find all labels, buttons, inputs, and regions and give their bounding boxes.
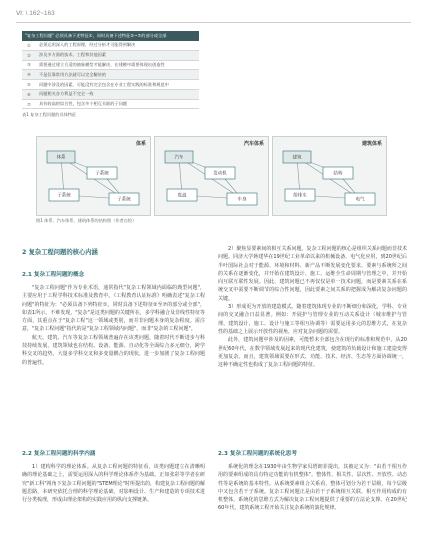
- paragraph: 航天、建筑、汽车等复杂工程领域普遍存在该类问题，随着时代不断进步与科技持续发展，建筑领域也在结构、设备、能源、自动化等全面综合多元细分，跨学科交叉的趋势。大量多学科交叉和多变量耦合的现状，进一步加剧了复杂工程问题的普遍性。: [22, 334, 205, 366]
- panel-diagram-system: [37, 137, 150, 215]
- diagram-node: [47, 151, 75, 163]
- node-label: 子系统: [57, 193, 71, 199]
- diagram-node: [49, 189, 79, 201]
- left-column-body-2: [22, 463, 205, 551]
- table-header: "复杂工程问题" 必须具备下述特征①，同时具备下述特征②~⑦的部分或全部: [22, 31, 199, 41]
- row-text: 不是仅靠常用方法就可以完全解决的: [36, 70, 199, 80]
- row-text: 问题中涉及的因素，可能没有完全包含在专业工程实践的标准和规范中: [36, 80, 199, 90]
- node-label: 汽车: [174, 155, 184, 161]
- row-text: 问题相关各方利益不完全一致: [36, 89, 199, 99]
- diagram-node: [167, 189, 197, 201]
- right-column-body-2: [218, 463, 407, 551]
- diagram-node: [165, 151, 193, 163]
- row-number: ④: [22, 70, 36, 80]
- header-rule: [16, 22, 411, 23]
- diagram-node: [205, 167, 235, 179]
- node-label: 电气: [355, 197, 365, 203]
- table-body: [22, 41, 199, 109]
- diagram-node: [345, 193, 375, 205]
- row-text: 涉及多方面的技术、工程和其他因素: [36, 50, 199, 60]
- diagram-node: [323, 167, 353, 179]
- table-row: [22, 99, 199, 109]
- table-row: [22, 41, 199, 50]
- panel-diagram-car: [155, 137, 268, 215]
- paragraph: "复杂工程问题"作为专业术语，通常指代"复杂工程领域内面临的典型问题"，主要应用于工程学科技术标准及教育中。《工程教育认证标准》明确表述"复杂工程问题"的特征为："必须具备下列特征①，同时具备下述特征②至⑦的部分或全部"，如表1所示。不难发现，"复杂"是这类问题的关键所在，多学科融合及非线性特征等方面，其重点在于"复杂工程"这一领域或类别，而并非问题本身的复杂程度。需注意，"复杂工程问题"指代的是"复杂工程领域内问题"，而非"复杂的工程问题"。: [22, 285, 205, 333]
- node-label: 子系统: [117, 197, 131, 203]
- section-heading: 2 复杂工程问题的核心内涵: [22, 249, 98, 256]
- panel-diagram-building: [273, 137, 386, 215]
- table-row: [22, 70, 199, 80]
- paragraph: 3）形成更为开放的建造模式。随着建筑体现专业的不断细分和深化，学科、专业间的交叉融合日益显著。例如：开展护与管理专业的互动关系设计（城市维护与管理、建筑设计、施工、设计与施工等相互协调等）需要运用多元的思维方式，在复杂性的基础之上展示开放性的视角，应对复杂问题的需要。: [218, 304, 407, 335]
- diagram-node: [87, 167, 117, 179]
- node-label: 子系统: [95, 171, 109, 177]
- node-label: 给排水: [293, 193, 307, 199]
- row-text: 需要通过建立合适的抽象模型才能解决，在建模中需要体现出创造性: [36, 60, 199, 70]
- diagram-node: [227, 193, 257, 205]
- diagram-node: [283, 151, 311, 163]
- figure-panel-system: [36, 136, 151, 216]
- row-number: ⑦: [22, 99, 36, 109]
- running-head: Ⅵ: \ 162~163: [16, 10, 55, 17]
- subsection-heading-2-1: 2.1 复杂工程问题的概念: [22, 272, 85, 278]
- row-text: 必须运用深入的工程原理，经过分析才可能得到解决: [36, 41, 199, 50]
- table-row: [22, 50, 199, 60]
- paragraph: 系统化的理念在1930年由生物学家贝塔朗菲提出，其被定义为："由若干相互作用的要素组成的具有特定功能的有机整体"。整体性、相关性、层次性、开放性、动态性等是系统的基本特性。从系统要素组合关系看，整体可划分为若干层级，每个层级中又包含若干子系统。复杂工程问题正是由若干子系统相互关联、相互作用构成的有机整体，系统化的思维方式为解决复杂工程问题提供了重要的方法论支撑。在20世纪60年代，建筑系统工程开始关注复杂系统的演化规律。: [218, 464, 407, 512]
- left-column-body: [22, 284, 205, 427]
- panel-title: 体系: [135, 141, 146, 147]
- row-number: ②: [22, 50, 36, 60]
- node-label: 车身: [237, 197, 247, 203]
- row-text: 具有较高的综合性，包含多个相互关联的子问题: [36, 99, 199, 109]
- table-row: [22, 80, 199, 90]
- row-number: ⑥: [22, 89, 36, 99]
- table-caption: 表1 复杂工程问题的具体特征: [22, 112, 77, 117]
- figure-panel-car: [154, 136, 269, 216]
- paragraph: 此外，建筑问题中涉及的因素，可能暂未全部包含在现行的标准和规范中。从20世纪60年代，在数学领域发展起来的现代化建筑，使建筑的负载设计和施工建造变得更加复杂。而且，建筑领域需要在形式、功能、技术、经济、生态等方面协调统一，这种不确定性也构成了复杂工程问题的特征。: [218, 337, 407, 369]
- node-label: 底盘: [177, 193, 187, 199]
- node-label: 建筑: [292, 155, 302, 161]
- diagram-node: [285, 189, 315, 201]
- table-row: [22, 60, 199, 70]
- right-column-body: [218, 245, 407, 440]
- figure-caption: 图1 体系、汽车体系、建筑体系的结构图（作者自绘）: [36, 218, 137, 223]
- paragraph: 1）建构科学的理论体系。从复杂工程问题的特征看，该类问题建立在清晰明确的理论基础之上，需要运用深入的科学理论体系作为基础。正如张彩等学者在研究"新工科"视角下复杂工程问题的"STEM理论"时所提出的，构建复杂工程问题的解题思路，本研究依托合理的科学理论基础，对影响设计、生产和建造的专项技术进行分类梳理，形成由理论架构的实践应用的纵向支撑链条。: [22, 464, 205, 504]
- figure-panel-building: [272, 136, 387, 216]
- diagram-node: [109, 193, 139, 205]
- panel-title: 建筑体系: [361, 141, 382, 147]
- row-number: ③: [22, 60, 36, 70]
- subsection-heading-2-3: 2.3 复杂工程问题的系统化思考: [218, 451, 297, 457]
- node-label: 发动机: [213, 171, 227, 177]
- node-label: 体系: [56, 155, 66, 161]
- feature-table: [22, 31, 199, 109]
- table-row: [22, 89, 199, 99]
- subsection-heading-2-2: 2.2 复杂工程问题的科学内涵: [22, 451, 96, 457]
- node-label: 结构: [333, 171, 343, 177]
- row-number: ①: [22, 41, 36, 50]
- panel-title: 汽车体系: [243, 141, 264, 147]
- paragraph: 2）聚焦显要素间的相互关系问题。复杂工程问题的核心是组织关系问题而非技术问题。同济大学蒋建华在19世纪工业革命以来的机械设备、电气化应用，到20世纪后半叶国际社会对于能源、环境和材料、新产品不断发展变化要求，要素与系统所之间的关系在逐渐变化，并开始在建筑设计、施工、运维全生命周期与管理之中，并开始向互联互联性发展。因此，建筑问题已不再仅仅是单一技术问题，而是要素关系在系统交叉中需要不断调节的综合性问题，因此要素之间关系的把握成为解决复杂问题的关键。: [218, 246, 407, 302]
- row-number: ⑤: [22, 80, 36, 90]
